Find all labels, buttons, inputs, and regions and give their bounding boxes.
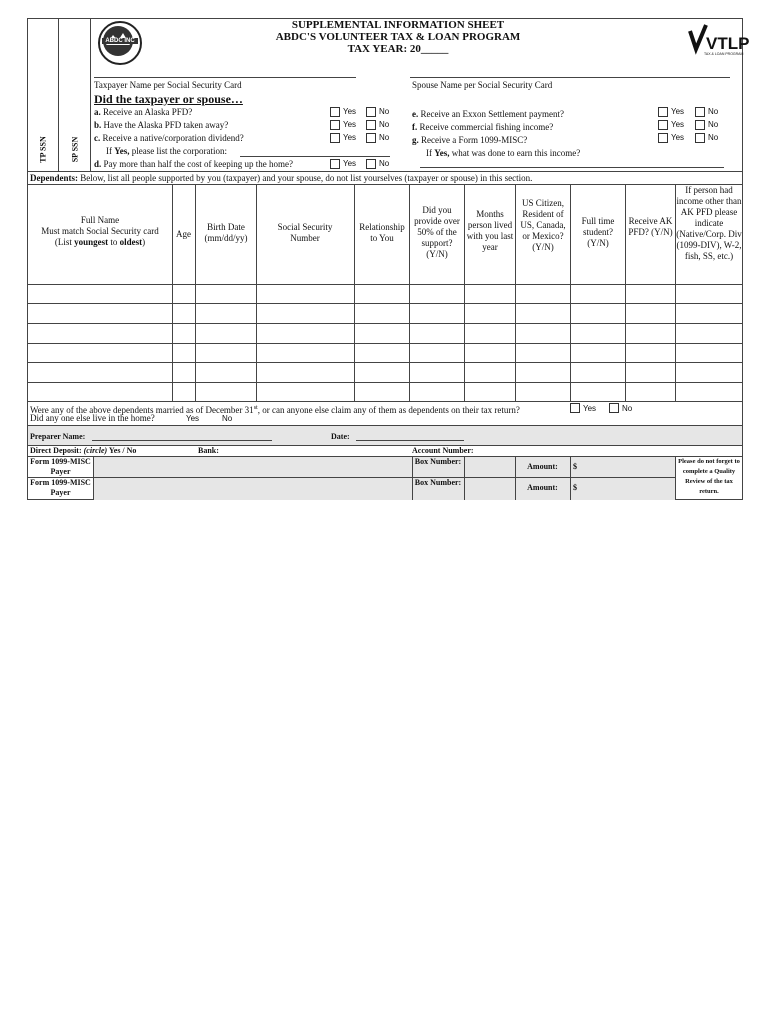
live-yes-option[interactable]: Yes [186, 414, 200, 423]
yes-label: Yes [343, 120, 357, 129]
table-col-line [354, 184, 355, 401]
col-header-ssn: Social Security Number [277, 222, 333, 243]
box-number-label-1: Box Number: [414, 457, 462, 466]
question-e: e. Receive an Exxon Settlement payment? [412, 109, 564, 119]
section-divider [28, 425, 742, 426]
question-g: g. Receive a Form 1099-MISC? [412, 135, 528, 145]
live-question: Did any one else live in the home? [30, 413, 155, 423]
section-divider [28, 477, 675, 478]
question-d-yes-checkbox[interactable] [330, 159, 340, 169]
question-a: a. Receive an Alaska PFD? [94, 107, 193, 117]
section-divider [28, 171, 742, 172]
form1099-payer-label-2: Form 1099-MISC Payer [30, 478, 91, 497]
direct-deposit-label: Direct Deposit: (circle) Yes / No [30, 446, 137, 455]
supplemental-form [27, 18, 750, 500]
corporation-line[interactable] [240, 156, 390, 157]
married-yes-checkbox[interactable] [570, 403, 580, 413]
col-header-support: Did you provide over 50% of the support? (Y/N) [414, 205, 460, 259]
live-no-option[interactable]: No [222, 414, 233, 423]
spouse-name-label: Spouse Name per Social Security Card [412, 80, 553, 90]
yes-label: Yes [671, 107, 685, 116]
question-g-yes-checkbox[interactable] [658, 133, 668, 143]
question-d: d. Pay more than half the cost of keeping up the home? [94, 159, 293, 169]
page-title [188, 19, 608, 55]
table-row-line [28, 303, 742, 304]
table-col-line [172, 184, 173, 401]
no-label: No [379, 107, 390, 116]
tp-ssn-label: TP SSN [38, 136, 48, 163]
section-divider [28, 456, 742, 457]
question-b-yes-checkbox[interactable] [330, 120, 340, 130]
dollar-sign-1: $ [573, 462, 577, 471]
married-no-checkbox[interactable] [609, 403, 619, 413]
payer-col-line [464, 456, 465, 500]
preparer-name-line[interactable] [92, 440, 272, 441]
question-f-no-checkbox[interactable] [695, 120, 705, 130]
yes-label: Yes [343, 159, 357, 168]
amount-label-1: Amount: [527, 462, 558, 471]
col-header-fullname: Full Name Must match Social Security card (List youngest to oldest) [41, 215, 159, 247]
corporation-prompt: If Yes, please list the corporation: [106, 146, 227, 156]
payer-col-line [570, 456, 571, 500]
col-header-months: Months person lived with you last year [466, 209, 514, 252]
no-label: No [622, 404, 633, 413]
no-label: No [708, 107, 719, 116]
yes-label: Yes [583, 404, 597, 413]
taxpayer-name-label: Taxpayer Name per Social Security Card [94, 80, 242, 90]
question-g-no-checkbox[interactable] [695, 133, 705, 143]
question-e-no-checkbox[interactable] [695, 107, 705, 117]
table-col-line [570, 184, 571, 401]
earn-income-prompt: If Yes, what was done to earn this income? [426, 148, 581, 158]
col-header-citizen: US Citizen, Resident of US, Canada, or Mexico? (Y/N) [520, 198, 566, 252]
title-line-3: TAX YEAR: 20_____ [347, 43, 449, 55]
question-c: c. Receive a native/corporation dividend? [94, 133, 244, 143]
question-d-no-checkbox[interactable] [366, 159, 376, 169]
account-number-label: Account Number: [412, 446, 474, 455]
section-divider [28, 184, 742, 185]
vtlp-logo-subtext: TAX & LOAN PROGRAM [704, 52, 744, 56]
preparer-name-label: Preparer Name: [30, 432, 86, 441]
payer-col-line [93, 456, 94, 500]
question-heading: Did the taxpayer or spouse… [94, 92, 243, 106]
question-a-no-checkbox[interactable] [366, 107, 376, 117]
no-label: No [708, 133, 719, 142]
sp-ssn-label: SP SSN [70, 136, 80, 163]
margin-divider [90, 19, 91, 171]
table-row-line [28, 382, 742, 383]
vtlp-logo-text: VTLP [706, 34, 750, 53]
title-line-1: SUPPLEMENTAL INFORMATION SHEET [291, 19, 505, 31]
spouse-name-line [410, 77, 730, 78]
col-header-student: Full time student? (Y/N) [581, 216, 615, 248]
table-col-line [256, 184, 257, 401]
taxpayer-name-line [94, 77, 356, 78]
table-header-bottom [28, 284, 742, 285]
abdc-logo [98, 21, 142, 65]
table-row-line [28, 362, 742, 363]
question-a-yes-checkbox[interactable] [330, 107, 340, 117]
married-question: Were any of the above dependents married as of December 31st, or can anyone else claim any of them as dependents on their tax return? [30, 405, 520, 415]
no-label: No [708, 120, 719, 129]
preparer-row [28, 425, 742, 445]
no-label: No [379, 159, 390, 168]
question-f-yes-checkbox[interactable] [658, 120, 668, 130]
form1099-payer-label-1: Form 1099-MISC Payer [30, 457, 91, 476]
col-header-akpfd: Receive AK PFD? (Y/N) [628, 216, 673, 237]
question-b-no-checkbox[interactable] [366, 120, 376, 130]
table-row-line [28, 401, 742, 402]
yes-label: Yes [343, 107, 357, 116]
payer-rows-bg [93, 456, 675, 500]
table-col-line [195, 184, 196, 401]
yes-label: Yes [671, 120, 685, 129]
vtlp-logo [688, 23, 750, 57]
bank-label: Bank: [198, 446, 219, 455]
no-label: No [379, 133, 390, 142]
earn-income-line[interactable] [420, 167, 724, 168]
question-c-yes-checkbox[interactable] [330, 133, 340, 143]
date-label: Date: [331, 432, 350, 441]
table-row-line [28, 343, 742, 344]
date-line[interactable] [356, 440, 464, 441]
question-c-no-checkbox[interactable] [366, 133, 376, 143]
col-header-birthdate: Birth Date (mm/dd/yy) [204, 222, 248, 243]
col-header-income: If person had income other than AK PFD please indicate (Native/Corp. Div (1099-DIV), W-2, fish, SS, etc.) [676, 185, 742, 261]
dependents-instructions: Dependents: Below, list all people supported by you (taxpayer) and your spouse, do not list yourselves (taxpayer or spouse) in this section. [30, 173, 533, 183]
yes-label: Yes [671, 133, 685, 142]
title-line-2: ABDC'S VOLUNTEER TAX & LOAN PROGRAM [275, 31, 521, 43]
table-row-line [28, 323, 742, 324]
question-e-yes-checkbox[interactable] [658, 107, 668, 117]
quality-review-reminder: Please do not forget to complete a Quality Review of the tax return. [678, 458, 740, 495]
margin-divider [58, 19, 59, 171]
dollar-sign-2: $ [573, 483, 577, 492]
question-f: f. Receive commercial fishing income? [412, 122, 554, 132]
amount-label-2: Amount: [527, 483, 558, 492]
col-header-relationship: Relationship to You [359, 222, 405, 243]
no-label: No [379, 120, 390, 129]
abdc-logo-text: ABDC INC [102, 38, 138, 44]
box-number-label-2: Box Number: [414, 478, 462, 487]
question-b: b. Have the Alaska PFD taken away? [94, 120, 229, 130]
col-header-age: Age [176, 229, 191, 239]
yes-label: Yes [343, 133, 357, 142]
